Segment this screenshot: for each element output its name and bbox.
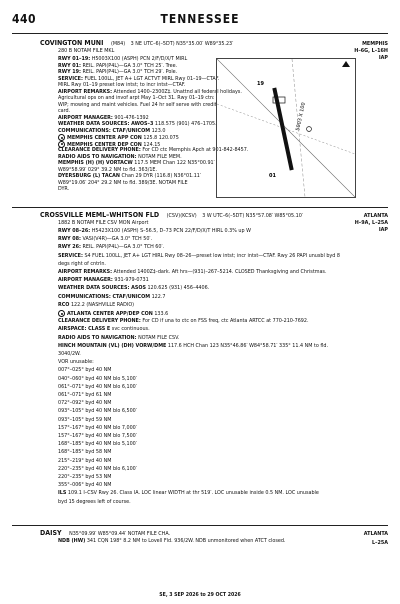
info-text: 124.15 — [141, 141, 161, 148]
navaid-title-line — [40, 530, 170, 537]
info-line — [58, 335, 179, 341]
north-arrow-icon — [342, 61, 350, 67]
info-line — [58, 82, 185, 88]
info-label: WEATHER DATA SOURCES: AWOS–3 — [58, 121, 154, 127]
info-text: Agricultural ops on and invof arpt May 1–Oct 31. Rwy 01–19 ctn: — [58, 95, 215, 101]
airport-diagram-svg — [217, 59, 355, 197]
state-title: TENNESSEE — [160, 12, 240, 26]
info-text: REIL. PAPI(P4L)—GA 3.0° TCH 29′. Pole. — [80, 69, 178, 75]
info-line — [58, 392, 111, 398]
info-line — [58, 400, 111, 406]
airport-title-line — [40, 40, 233, 47]
info-text: DYR. — [58, 186, 70, 192]
info-line — [58, 102, 217, 108]
info-line — [58, 173, 201, 179]
info-text: byd 15 degrees left of course. — [58, 498, 131, 505]
info-line — [58, 425, 137, 431]
page-header — [12, 12, 388, 30]
info-text: 117.6 HCH Chan 123 N35°46.86′ W84°58.71′ 335° 11.4 NM to fld. — [166, 342, 329, 349]
info-text: 157°–167° byd 40 NM blo 7,500′ — [58, 433, 137, 439]
info-line — [58, 167, 157, 173]
info-text: MIRL Rwy 01–19 preset low intst; to incr intst—CTAF. — [58, 82, 186, 88]
info-label: SERVICE: — [58, 252, 83, 259]
info-text: 901-476-1392 — [112, 114, 149, 121]
airport-chart: H–6G, L–16H — [354, 48, 388, 54]
frequency-icon — [58, 310, 65, 317]
beacon-icon — [307, 127, 312, 132]
info-line — [58, 499, 131, 505]
navaid-type: NDB (HW) — [58, 538, 86, 544]
airport-line2: 280 B NOTAM FILE MKL — [58, 48, 115, 54]
info-text: 093°–105° byd 40 NM blo 6,500′ — [58, 408, 137, 415]
runway-end-01: 01 — [269, 173, 276, 179]
info-line — [58, 269, 327, 275]
info-text: NOTAM FILE MEM. — [136, 153, 182, 160]
info-text: 118.575 (901) 476–1705. — [153, 121, 217, 127]
navaid-name: DAISY — [40, 529, 62, 537]
info-line — [58, 128, 165, 134]
info-text: 355°–006° byd 40 NM — [58, 482, 112, 489]
info-line — [58, 236, 152, 242]
info-line — [58, 244, 164, 250]
info-line — [58, 490, 319, 496]
info-label: RWY 01–19: — [58, 56, 91, 62]
info-line — [58, 115, 149, 121]
airport-details: 3 NE UTC–6(–5DT) N35°35.00′ W89°35.23′ — [130, 41, 234, 47]
info-line — [58, 433, 137, 439]
info-text: 168°–185° byd 40 NM blo 5,100′ — [58, 441, 137, 448]
info-text: 117.5 MEM Chan 122 N35°00.91′ — [132, 160, 215, 166]
info-label: RWY 19: — [58, 69, 81, 75]
info-text: WIP; mowing and maint vehicles. Fuel 24 hr self serve with credit — [58, 101, 217, 108]
info-line — [58, 95, 215, 101]
airport-chart: H–9A, L–25A — [354, 220, 388, 226]
info-line — [58, 154, 182, 160]
info-text: 122.2 (NASHVILLE RADIO) — [69, 301, 135, 308]
info-text: H5003X100 (ASPH) PCN 2/F/D/X/T MIRL — [90, 56, 188, 62]
info-line — [58, 160, 215, 166]
info-line — [58, 69, 177, 75]
info-line — [58, 376, 137, 382]
info-label: RWY 08: — [58, 236, 81, 243]
info-text: 220°–235° byd 40 NM blo 6,100′ — [58, 465, 137, 472]
info-line — [58, 180, 188, 186]
info-line — [58, 359, 94, 365]
info-label: MEMPHIS (H) (H) VORTACW — [58, 160, 133, 166]
info-text: W89°19.06′ 204° 29.2 NM to fld. 389/3E. NOTAM FILE — [58, 179, 188, 186]
airport-iap: IAP — [378, 227, 388, 233]
info-line — [58, 458, 111, 464]
info-text: 093°–105° byd 59 NM — [58, 416, 112, 423]
info-text: degs right of cntrln. — [58, 260, 106, 267]
info-line — [58, 63, 177, 69]
info-text: REIL. PAPI(P4L)—GA 3.0° TCH 25′. Tree. — [80, 62, 178, 69]
info-label: ILS — [58, 490, 67, 497]
info-text: W89°58.99′ 029° 39.2 NM to fld. 363/1E. — [58, 166, 158, 173]
info-line — [58, 408, 137, 414]
airport-name: CROSSVILLE MEML–WHITSON FLD — [40, 211, 160, 219]
info-text: H5423X100 (ASPH) S–56.5, D–73 PCN 22/F/D/X/T HIRL 0.3% up W — [90, 228, 251, 234]
info-text: VOR unusable: — [58, 359, 94, 366]
info-text: S4 FUEL 100LL, JET A+ LGT HIRL Rwy 08–26—preset low intst; incr intst—CTAF. Rwy 26 PAPI unusbl byd 8 — [82, 252, 340, 259]
info-line — [58, 384, 137, 390]
info-line — [58, 326, 150, 332]
info-text: 125.8 120.075 — [141, 135, 179, 141]
info-line — [58, 261, 106, 267]
info-line — [58, 294, 165, 300]
runway-label: 5003 X 100 — [295, 101, 307, 132]
info-text: 133.6 — [152, 311, 169, 317]
info-line — [58, 285, 209, 291]
info-label: MEMPHIS CENTER APP CON — [67, 135, 142, 141]
info-text: For CD ctc Memphis Apch at 901-842-8457. — [140, 147, 249, 153]
navaid-chart: L–25A — [371, 540, 388, 546]
info-text: For CD if una to ctc on FSS freq, ctc Atlanta ARTCC at 770-210-7692. — [140, 318, 309, 325]
info-label: AIRSPACE: CLASS E — [58, 326, 111, 333]
navaid-city: ATLANTA — [363, 531, 388, 537]
info-line — [58, 56, 187, 62]
info-line — [58, 482, 111, 488]
info-line — [58, 449, 111, 455]
info-line — [58, 351, 81, 357]
info-text: 168°–185° byd 58 NM — [58, 449, 112, 456]
info-text: 215°–219° byd 40 NM — [58, 457, 112, 464]
info-label: ATLANTA CENTER APP/DEP CON — [67, 311, 153, 317]
info-text: 061°–071° byd 61 NM — [58, 392, 112, 398]
runway-end-19: 19 — [257, 81, 264, 87]
info-line — [58, 466, 137, 472]
navaid-info: 341 CQN 198° 8.2 NM to Lovell Fld. 936/2W. NDB unmonitored when ATCT closed. — [85, 538, 286, 544]
info-line — [58, 186, 69, 192]
info-label: RWY 26: — [58, 244, 81, 251]
airport-line2: 1882 B NOTAM FILE CSV MON Airport — [58, 220, 149, 226]
info-label: SERVICE: — [58, 75, 83, 82]
info-line — [58, 253, 340, 259]
navaid-line2 — [58, 538, 285, 544]
info-label: MEMPHIS CENTER DEP CON — [67, 141, 142, 148]
info-label: AIRPORT MANAGER: — [58, 114, 113, 121]
airport-name: COVINGTON MUNI — [40, 39, 104, 47]
airport-ident: (M84) — [110, 41, 126, 47]
header-rule — [12, 33, 388, 34]
airport-title-line — [40, 212, 303, 219]
airport-ident: (CSV)(KCSV) — [166, 213, 197, 219]
info-line — [58, 441, 137, 447]
info-label: AIRPORT REMARKS: — [58, 88, 113, 95]
info-text: Attended 1400Z‡–dark. Aft hrs—(931)–267–5214. CLOSED Thanksgiving and Christmas. — [112, 269, 327, 275]
info-line — [58, 277, 149, 283]
entry-divider — [12, 525, 388, 526]
info-line — [58, 76, 219, 82]
info-line — [58, 89, 242, 95]
info-text: 061°–071° byd 40 NM blo 6,100′ — [58, 383, 137, 390]
diagram-grid-line — [217, 59, 355, 197]
info-label: COMMUNICATIONS: CTAF/UNICOM — [58, 293, 151, 300]
airport-city: MEMPHIS — [362, 41, 388, 47]
info-text: 109.1 I–CSV Rwy 26. Class IA. LOC linear WIDTH at thr 519′. LOC unusable inside 0.5 NM. LOC unusable — [66, 490, 319, 497]
info-label: RCO — [58, 301, 70, 308]
info-line — [58, 302, 134, 308]
info-line — [58, 343, 328, 349]
navaid-details: N35°09.99′ W85°09.44′ NOTAM FILE CHA. — [69, 531, 171, 537]
info-text: svc continuous. — [110, 326, 150, 333]
info-label: DYERSBURG (L) TACAN — [58, 173, 120, 179]
info-line — [58, 367, 111, 373]
info-text: VASI(V4R)—GA 3.0° TCH 50′. — [80, 236, 153, 243]
info-label: RWY 01: — [58, 62, 81, 69]
runway-01-19 — [272, 88, 293, 171]
info-text: card. — [58, 108, 71, 114]
info-text: 040°–060° byd 40 NM blo 5,100′ — [58, 375, 137, 382]
info-text: FUEL 100LL, JET A+ LGT ACTVT MIRL Rwy 01–19—CTAF. — [82, 75, 220, 82]
info-line — [58, 310, 168, 317]
info-text: 220°–235° byd 53 NM — [58, 474, 112, 480]
airport-diagram — [216, 58, 356, 198]
info-text: 931-979-0731 — [112, 277, 149, 284]
info-line — [58, 474, 111, 480]
airport-city: ATLANTA — [363, 213, 388, 219]
info-line — [58, 417, 111, 423]
info-label: AIRPORT MANAGER: — [58, 277, 113, 284]
info-text: Attended 1400–2300Z‡. Unattnd all federal holidays. — [112, 88, 242, 95]
info-text: Chan 29 DYR (116.8) N36°01.11′ — [119, 173, 201, 179]
info-text: REIL. PAPI(P4L)—GA 3.0° TCH 60′. — [80, 244, 165, 251]
info-text: 157°–167° byd 40 NM blo 7,000′ — [58, 424, 137, 431]
airport-iap: IAP — [378, 55, 388, 61]
page-number: 440 — [12, 12, 37, 26]
info-label: RWY 08–26: — [58, 228, 91, 234]
info-text: NOTAM FILE CSV. — [136, 334, 180, 341]
entry-divider — [12, 207, 388, 208]
info-text: 3040/2W. — [58, 351, 81, 357]
info-label: HINCH MOUNTAIN (VL) (DH) VORW/DME — [58, 342, 167, 349]
info-line — [58, 121, 217, 127]
info-text: 123.0 — [150, 127, 166, 134]
info-line — [58, 318, 309, 324]
info-label: RADIO AIDS TO NAVIGATION: — [58, 334, 137, 341]
page-footer: SE, 3 SEP 2026 to 29 OCT 2026 — [159, 592, 241, 598]
info-text: 122.7 — [150, 293, 166, 300]
info-label: CLEARANCE DELIVERY PHONE: — [58, 147, 141, 153]
info-label: RADIO AIDS TO NAVIGATION: — [58, 153, 137, 160]
info-text: 007°–025° byd 40 NM — [58, 367, 112, 374]
info-text: 072°–092° byd 40 NM — [58, 400, 112, 407]
info-line — [58, 108, 70, 114]
info-label: CLEARANCE DELIVERY PHONE: — [58, 318, 141, 325]
info-line — [58, 228, 251, 234]
info-label: WEATHER DATA SOURCES: ASOS — [58, 285, 146, 292]
airport-details: 3 W UTC–6(–5DT) N35°57.08′ W85°05.10′ — [202, 213, 303, 219]
info-label: AIRPORT REMARKS: — [58, 269, 113, 275]
info-text: 120.625 (931) 456–4406. — [145, 285, 210, 292]
info-label: COMMUNICATIONS: CTAF/UNICOM — [58, 127, 151, 134]
